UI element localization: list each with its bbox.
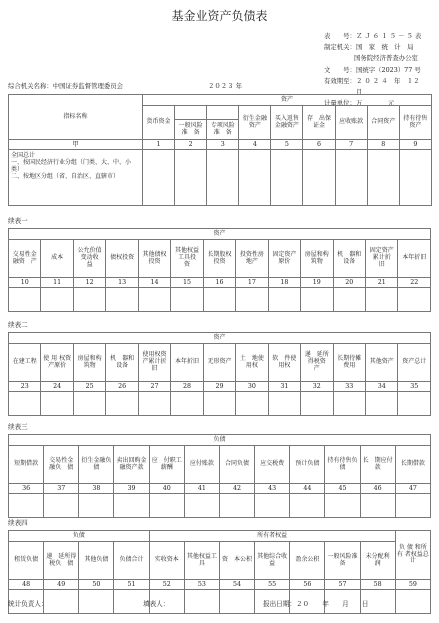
input-cell[interactable] xyxy=(335,150,367,206)
input-cell[interactable] xyxy=(143,150,175,206)
column-header: 长 期应付款 xyxy=(360,446,395,484)
column-header: 本年折旧 xyxy=(398,240,431,278)
input-cell[interactable] xyxy=(301,392,333,416)
code-cell: 26 xyxy=(106,382,138,392)
input-cell[interactable] xyxy=(9,494,44,518)
code-cell: 48 xyxy=(9,580,44,590)
section-table-3 xyxy=(8,434,431,518)
column-header-row xyxy=(9,446,431,484)
meta-row-authority-2 xyxy=(324,53,429,64)
code-cell: 50 xyxy=(79,580,114,590)
column-header: 软 件使用权 xyxy=(268,344,300,382)
input-cell[interactable] xyxy=(255,494,290,518)
column-header: 衍生金融负债 xyxy=(79,446,114,484)
column-header: 使 用 权资产原价 xyxy=(41,344,73,382)
column-header: 其他资产 xyxy=(365,344,397,382)
code-cell: 31 xyxy=(268,382,300,392)
liabilities-group-header: 负债 xyxy=(9,435,431,446)
col-contract-assets: 合同资产 xyxy=(367,106,399,140)
input-cell[interactable] xyxy=(303,150,335,206)
column-header: 递 延所得税资 产 xyxy=(301,344,333,382)
column-header: 交易性金 融负 债 xyxy=(44,446,79,484)
code-cell: 25 xyxy=(73,382,105,392)
col-deposit: 存 出保证金 xyxy=(303,106,335,140)
col-cash: 货币资金 xyxy=(143,106,175,140)
column-header-row xyxy=(9,542,431,580)
column-header: 长期借款 xyxy=(395,446,430,484)
code-cell: 40 xyxy=(149,484,184,494)
code-cell: 13 xyxy=(106,278,138,288)
input-cell[interactable] xyxy=(268,288,300,312)
code-cell: 11 xyxy=(41,278,73,288)
column-header: 盈余公积 xyxy=(290,542,325,580)
code-cell: 15 xyxy=(171,278,203,288)
meta-value: 国 家 统 计 局 xyxy=(355,43,414,52)
column-header-row xyxy=(9,344,431,382)
column-header: 房屋和构筑物 xyxy=(73,344,105,382)
code-cell: 45 xyxy=(325,484,360,494)
input-cell[interactable] xyxy=(325,494,360,518)
code-cell: 58 xyxy=(360,580,395,590)
column-header: 短期借款 xyxy=(9,446,44,484)
code-cell: 43 xyxy=(255,484,290,494)
code-cell: 51 xyxy=(114,580,149,590)
code-cell: 33 xyxy=(333,382,365,392)
code-cell: 2 xyxy=(175,140,207,150)
column-header: 递 延所得税负 债 xyxy=(44,542,79,580)
input-cell[interactable] xyxy=(268,392,300,416)
column-header: 其他综合收益 xyxy=(255,542,290,580)
input-cell[interactable] xyxy=(360,494,395,518)
meta-label: 计量单位： xyxy=(324,99,356,108)
input-cell[interactable] xyxy=(239,150,271,206)
code-cell: 24 xyxy=(41,382,73,392)
input-cell[interactable] xyxy=(184,494,219,518)
input-cell[interactable] xyxy=(271,150,303,206)
code-cell: 21 xyxy=(365,278,397,288)
column-header: 应 付职工薪酬 xyxy=(149,446,184,484)
code-cell: 39 xyxy=(114,484,149,494)
code-cell: 41 xyxy=(184,484,219,494)
section-label: 续表二 xyxy=(8,321,28,329)
code-cell: 18 xyxy=(268,278,300,288)
column-header: 应交税费 xyxy=(255,446,290,484)
code-cell: 42 xyxy=(219,484,254,494)
col-receivable: 应收账款 xyxy=(335,106,367,140)
input-cell[interactable] xyxy=(171,288,203,312)
column-header: 未分配利 润 xyxy=(360,542,395,580)
assets-group-header: 资产 xyxy=(143,95,432,106)
input-cell[interactable] xyxy=(333,392,365,416)
code-cell: 甲 xyxy=(9,140,143,150)
code-row xyxy=(9,140,432,150)
column-header: 租赁负债 xyxy=(9,542,44,580)
column-header: 债权投资 xyxy=(106,240,138,278)
input-cell[interactable] xyxy=(171,392,203,416)
column-header: 成本 xyxy=(41,240,73,278)
code-cell: 23 xyxy=(9,382,41,392)
column-header: 在建工程 xyxy=(9,344,41,382)
column-header: 固定资产累计折 旧 xyxy=(365,240,397,278)
code-cell: 32 xyxy=(301,382,333,392)
input-cell[interactable] xyxy=(9,392,41,416)
col-reverse-repo: 买入返售金融资产 xyxy=(271,106,303,140)
footer-head-label: 统计负责人： xyxy=(8,600,48,608)
column-header: 机 器和设备 xyxy=(106,344,138,382)
column-header: 房屋和构筑物 xyxy=(301,240,333,278)
code-cell: 44 xyxy=(290,484,325,494)
code-cell: 16 xyxy=(203,278,235,288)
column-header: 其他权益工具 xyxy=(184,542,219,580)
assets-group-header: 资产 xyxy=(9,333,431,344)
input-cell[interactable] xyxy=(114,494,149,518)
input-cell[interactable] xyxy=(367,150,399,206)
meta-value: 国统字（2023）77 号 xyxy=(355,65,421,74)
meta-value: ２ ０ ２ ４ 年 １２ 月 xyxy=(355,76,426,97)
code-cell: 4 xyxy=(239,140,271,150)
column-header: 资产总计 xyxy=(398,344,431,382)
col-held-for-sale: 持有待售资产 xyxy=(399,106,431,140)
code-cell: 14 xyxy=(138,278,170,288)
code-cell: 12 xyxy=(73,278,105,288)
code-cell: 52 xyxy=(149,580,184,590)
meta-row-authority xyxy=(324,42,429,53)
code-cell: 56 xyxy=(290,580,325,590)
column-header: 实收资本 xyxy=(149,542,184,580)
section-table-1 xyxy=(8,228,431,312)
code-cell: 20 xyxy=(333,278,365,288)
code-cell: 17 xyxy=(236,278,268,288)
data-row xyxy=(9,150,432,206)
meta-label: 表 号： xyxy=(324,32,356,40)
column-header: 资 本公积 xyxy=(219,542,254,580)
meta-row-document-number xyxy=(324,65,429,76)
column-header: 机 器和设备 xyxy=(333,240,365,278)
column-header: 持有待售负债 xyxy=(325,446,360,484)
footer-date-label: 报出日期：２０ 年 月 日 xyxy=(263,600,369,608)
code-row xyxy=(9,484,431,494)
meta-label: 制定机关： xyxy=(324,43,356,52)
column-header: 公允价值变动收 益 xyxy=(73,240,105,278)
column-header: 无形资产 xyxy=(203,344,235,382)
column-header: 负债合计 xyxy=(114,542,149,580)
assets-group-header: 资产 xyxy=(9,229,431,240)
code-cell: 34 xyxy=(365,382,397,392)
liabilities-group-header: 负债 xyxy=(9,531,150,542)
input-cell[interactable] xyxy=(236,288,268,312)
code-cell: 19 xyxy=(301,278,333,288)
row-labels: 全国总计 一、按国民经济行业分组（门类、大、中、小类） 二、按地区分组（省、自治区、直辖市） xyxy=(9,150,143,206)
input-cell[interactable] xyxy=(399,150,431,206)
code-cell: 8 xyxy=(367,140,399,150)
column-header: 交易性金 融资 产 xyxy=(9,240,41,278)
code-cell: 6 xyxy=(303,140,335,150)
column-header: 投资性房地产 xyxy=(236,240,268,278)
code-cell: 1 xyxy=(143,140,175,150)
section-label: 续表四 xyxy=(8,519,28,527)
meta-value: 万 元 xyxy=(355,99,395,108)
input-cell[interactable] xyxy=(398,392,431,416)
column-header: 合同负债 xyxy=(219,446,254,484)
section-table-2 xyxy=(8,332,431,416)
org-name: 综合机关名称：中国证券监督管理委员会 xyxy=(8,82,124,90)
input-cell[interactable] xyxy=(398,288,431,312)
input-cell[interactable] xyxy=(290,494,325,518)
input-cell[interactable] xyxy=(41,392,73,416)
form-footer xyxy=(8,601,431,613)
column-header: 固定资产原价 xyxy=(268,240,300,278)
input-cell[interactable] xyxy=(365,392,397,416)
data-row xyxy=(9,392,431,416)
code-cell: 49 xyxy=(44,580,79,590)
equity-group-header: 所有者权益 xyxy=(149,531,395,542)
input-cell[interactable] xyxy=(73,288,105,312)
form-title: 基金业资产负债表 xyxy=(171,9,268,23)
column-header: 长期待摊费用 xyxy=(333,344,365,382)
code-row xyxy=(9,278,431,288)
input-cell[interactable] xyxy=(149,494,184,518)
column-header: 长期股权投资 xyxy=(203,240,235,278)
meta-label: 文 号： xyxy=(324,65,356,74)
column-header: 其他债权投资 xyxy=(138,240,170,278)
code-cell: 38 xyxy=(79,484,114,494)
code-cell: 30 xyxy=(236,382,268,392)
code-cell: 27 xyxy=(138,382,170,392)
data-row xyxy=(9,494,431,518)
meta-value: 国务院经济普查办公室 xyxy=(354,54,418,63)
column-header: 卖出回购金融资产款 xyxy=(114,446,149,484)
report-year: ２０２３ 年 xyxy=(208,82,242,90)
column-header: 一般风险准备 xyxy=(325,542,360,580)
code-cell: 22 xyxy=(398,278,431,288)
code-cell: 35 xyxy=(398,382,431,392)
code-cell: 54 xyxy=(219,580,254,590)
col-total-liabilities-equity: 负 债 和所 有 者权益总计 xyxy=(395,531,430,580)
code-cell: 5 xyxy=(271,140,303,150)
input-cell[interactable] xyxy=(395,494,430,518)
input-cell[interactable] xyxy=(301,288,333,312)
input-cell[interactable] xyxy=(44,494,79,518)
blank-cell xyxy=(175,106,207,120)
col-special-risk-reserve: 专项风险准 备 xyxy=(207,120,239,140)
input-cell[interactable] xyxy=(236,392,268,416)
footer-filler-label: 填表人： xyxy=(143,600,170,608)
code-row xyxy=(9,382,431,392)
code-cell: 9 xyxy=(399,140,431,150)
input-cell[interactable] xyxy=(203,288,235,312)
column-header: 本年折旧 xyxy=(171,344,203,382)
code-cell: 46 xyxy=(360,484,395,494)
code-cell: 3 xyxy=(207,140,239,150)
code-cell: 28 xyxy=(171,382,203,392)
input-cell[interactable] xyxy=(106,392,138,416)
column-header: 使用权资产累计折旧 xyxy=(138,344,170,382)
code-cell: 59 xyxy=(395,580,430,590)
col-general-risk-reserve: 一般风险准 备 xyxy=(175,120,207,140)
input-cell[interactable] xyxy=(106,288,138,312)
meta-label: 有效期至： xyxy=(324,76,356,85)
code-cell: 57 xyxy=(325,580,360,590)
meta-label xyxy=(324,53,354,64)
code-cell: 36 xyxy=(9,484,44,494)
code-cell: 37 xyxy=(44,484,79,494)
code-cell: 53 xyxy=(184,580,219,590)
input-cell[interactable] xyxy=(9,288,41,312)
input-cell[interactable] xyxy=(219,494,254,518)
main-table xyxy=(8,94,432,206)
input-cell[interactable] xyxy=(203,392,235,416)
indicator-header: 指标名称 xyxy=(9,95,143,140)
code-cell: 55 xyxy=(255,580,290,590)
input-cell[interactable] xyxy=(175,150,207,206)
code-row xyxy=(9,580,431,590)
input-cell[interactable] xyxy=(138,392,170,416)
data-row xyxy=(9,288,431,312)
input-cell[interactable] xyxy=(41,288,73,312)
input-cell[interactable] xyxy=(333,288,365,312)
column-header: 其他权益工具投 资 xyxy=(171,240,203,278)
input-cell[interactable] xyxy=(365,288,397,312)
code-cell: 47 xyxy=(395,484,430,494)
code-cell: 29 xyxy=(203,382,235,392)
blank-cell xyxy=(207,106,239,120)
meta-row-form-number xyxy=(324,31,429,42)
code-cell: 10 xyxy=(9,278,41,288)
input-cell[interactable] xyxy=(79,494,114,518)
column-header: 应付账款 xyxy=(184,446,219,484)
code-cell: 7 xyxy=(335,140,367,150)
input-cell[interactable] xyxy=(73,392,105,416)
input-cell[interactable] xyxy=(138,288,170,312)
section-label: 续表一 xyxy=(8,217,28,225)
col-derivative-assets: 衍生金融资产 xyxy=(239,106,271,140)
column-header-row xyxy=(9,240,431,278)
org-line xyxy=(8,83,431,93)
column-header: 土 地使用权 xyxy=(236,344,268,382)
meta-value: Ｚ Ｊ ６ １ ５ － ５ 表 xyxy=(355,32,422,40)
column-header: 其他负债 xyxy=(79,542,114,580)
section-label: 续表三 xyxy=(8,423,28,431)
column-header: 预计负债 xyxy=(290,446,325,484)
input-cell[interactable] xyxy=(207,150,239,206)
